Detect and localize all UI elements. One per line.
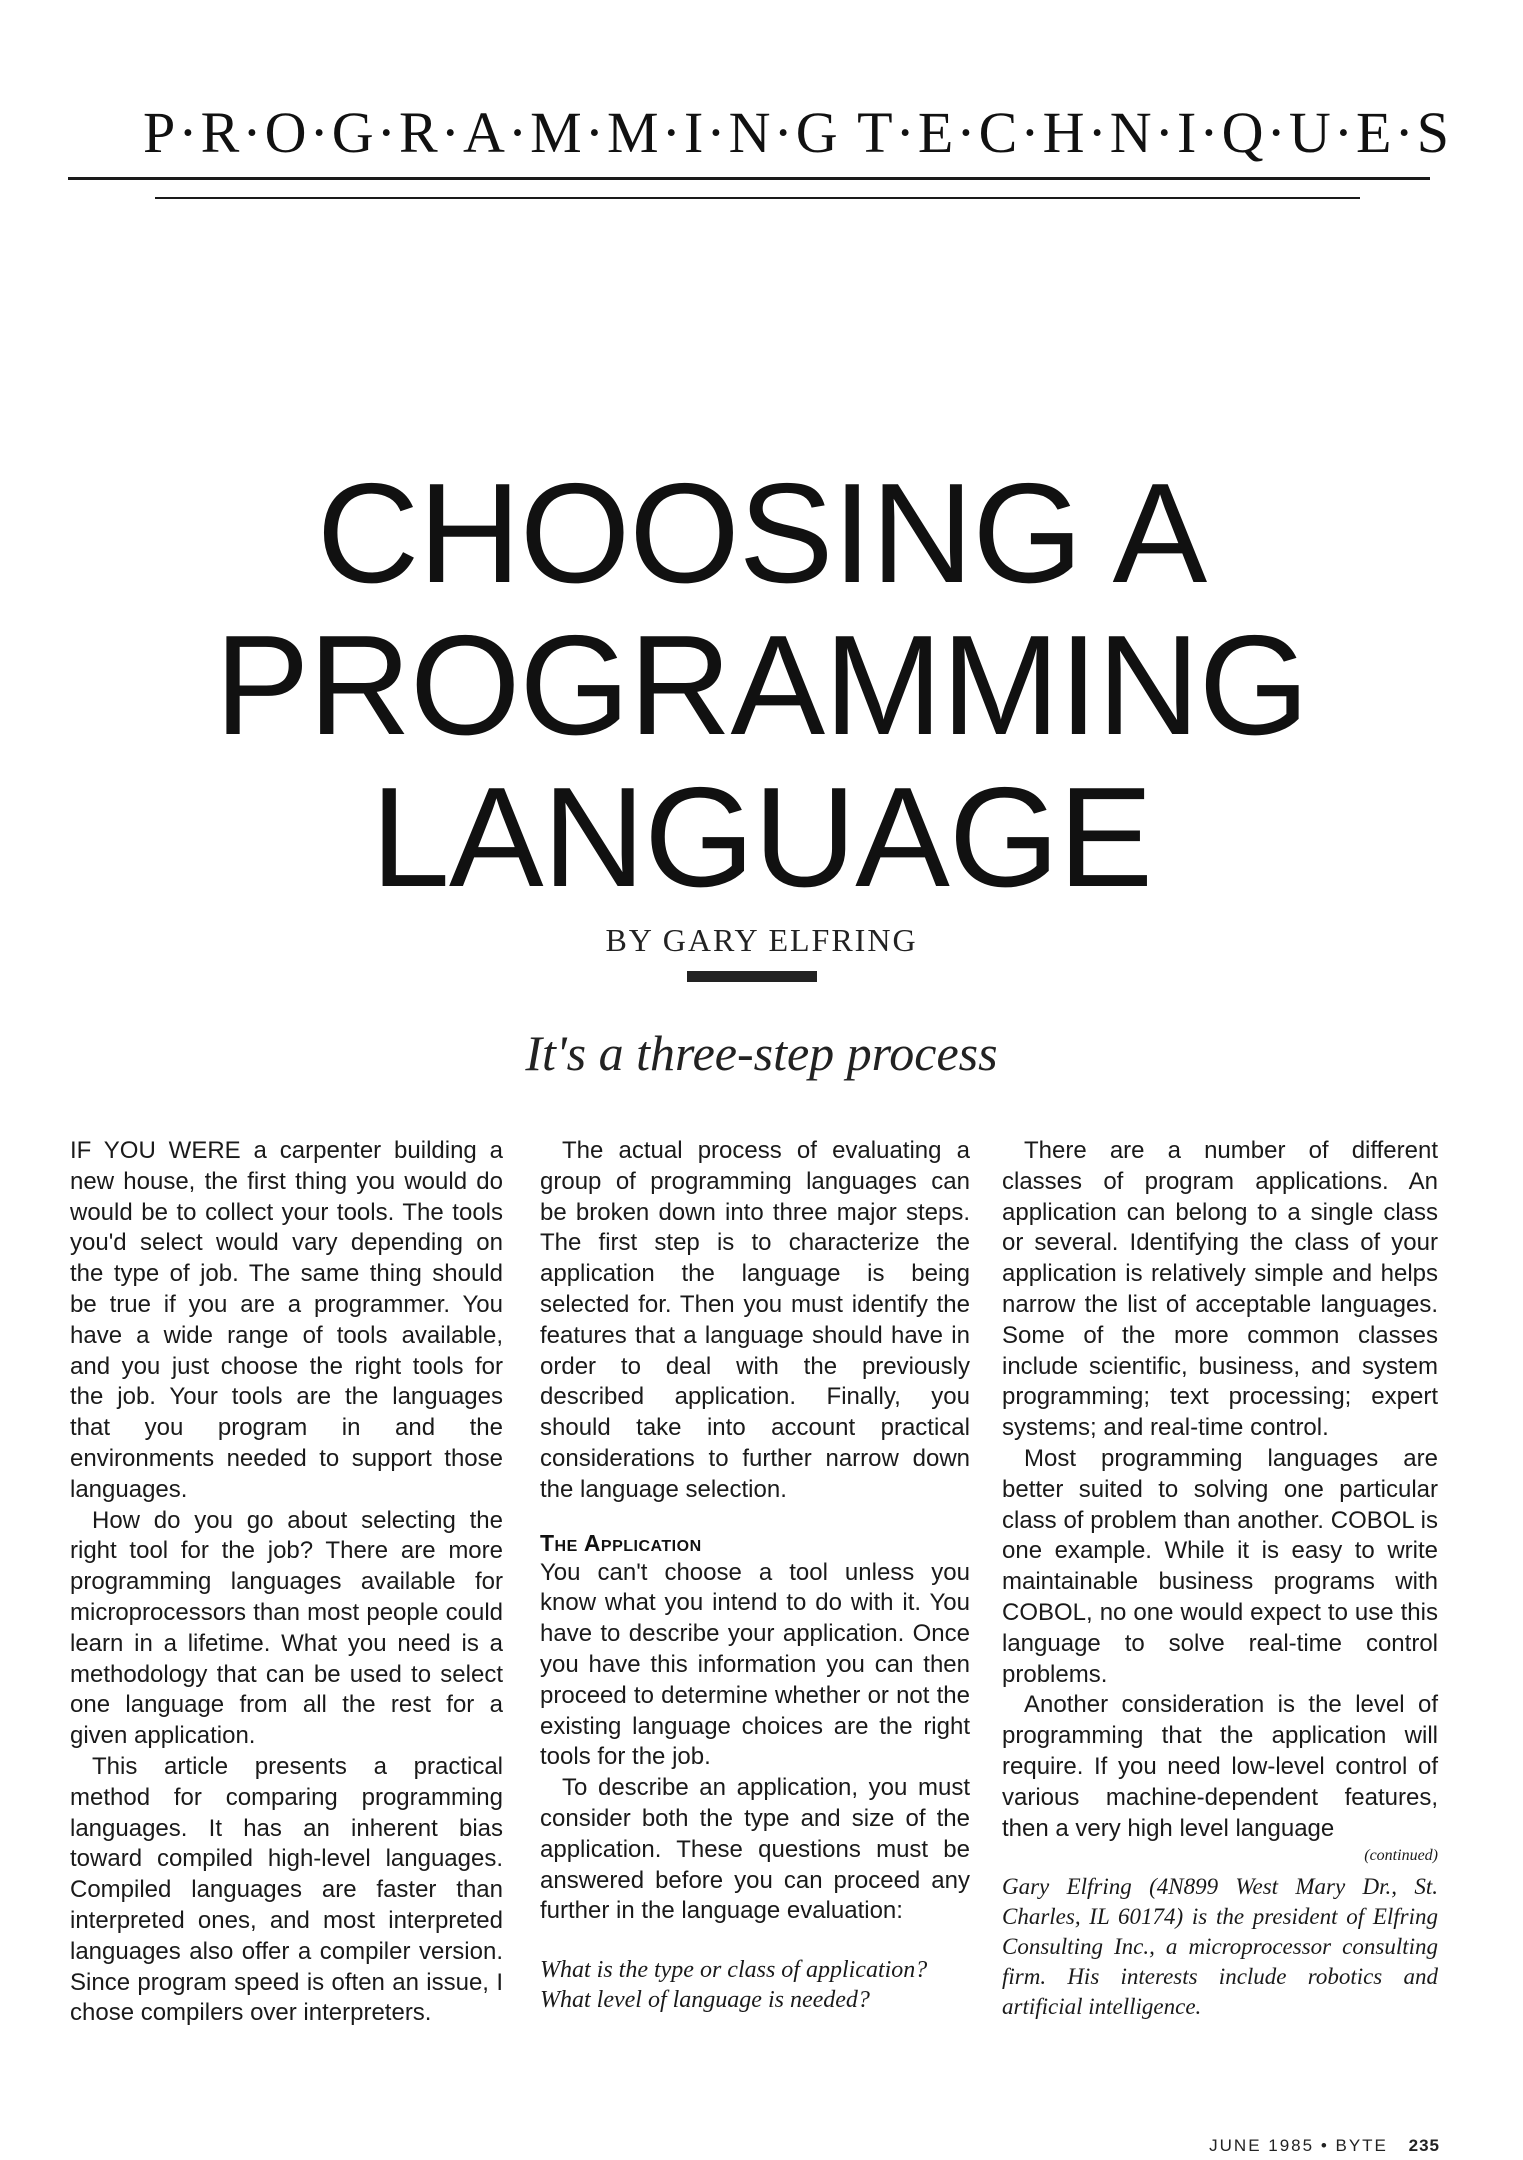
author-bio: Gary Elfring (4N899 West Mary Dr., St. Charles, IL 60174) is the president of Elfring Consulting Inc., a microprocessor consulting firm. His interests include robotics and artificial intelligence. [1002, 1874, 1438, 2020]
header-rule-thick [68, 177, 1430, 180]
paragraph: This article presents a practical method for comparing programming languages. It has an inherent bias toward compiled high-level languages. Compiled languages are faster than interpreted ones, and most interpreted languages also offer a compiler version. Since program speed is often an issue, I chose compilers over interpreters. [70, 1752, 503, 2027]
section-header: P·R·O·G·R·A·M·M·I·N·G T·E·C·H·N·I·Q·U·E·S [143, 100, 1453, 165]
paragraph: To describe an application, you must consider both the type and size of the application. These questions must be answered before you can proceed any further in the language evaluation: [540, 1774, 970, 1925]
issue-label: JUNE 1985 • BYTE [1209, 2136, 1388, 2155]
title-line: PROGRAMMING [214, 606, 1309, 765]
page-footer [1150, 2136, 1440, 2156]
paragraph: Another consideration is the level of programming that the application will require. If you need low-level control of various machine-dependent features, then a very high level language [1002, 1691, 1438, 1842]
question-list [540, 1955, 970, 2015]
article-title [0, 454, 1523, 917]
paragraph: IF YOU WERE a carpenter building a new house, the first thing you would do would be to collect your tools. The tools you'd select would vary depending on the type of job. The same thing should be true if you are a programmer. You have a wide range of tools available, and you just choose the right tools for the job. Your tools are the languages that you program in and the environments needed to support those languages. [70, 1137, 503, 1503]
column-2 [540, 1136, 970, 2015]
paragraph: The actual process of evaluating a group of programming languages can be broken down into three major steps. The first step is to characterize the application the language is being selected for. Then you must identify the features that a language should have in order to deal with the previously described application. Finally, you should take into account practical considerations to further narrow down the language selection. [540, 1137, 970, 1503]
paragraph: How do you go about selecting the right tool for the job? There are more programming languages available for microprocessors than most people could learn in a lifetime. What you need is a methodology that can be used to select one language from all the rest for a given application. [70, 1506, 503, 1750]
title-line: CHOOSING A [316, 454, 1207, 613]
title-line: LANGUAGE [370, 758, 1153, 917]
question-item: What is the type or class of application? [540, 1957, 928, 1984]
paragraph: Most programming languages are better suited to solving one particular class of problem than another. COBOL is one example. While it is easy to write maintainable business programs with COBOL, no one would expect to use this language to solve real-time control problems. [1002, 1444, 1438, 1688]
byline-divider [687, 971, 817, 982]
byline: BY GARY ELFRING [605, 922, 918, 958]
question-item: What level of language is needed? [540, 1987, 870, 2014]
header-rule-thin [155, 197, 1360, 199]
section-heading: The Application [540, 1529, 702, 1556]
paragraph: There are a number of different classes of program applications. An application can belong to a single class or several. Identifying the class of your application is relatively simple and helps narrow the list of acceptable languages. Some of the more common classes include scientific, business, and system programming; text processing; expert systems; and real-time control. [1002, 1137, 1438, 1442]
subtitle: It's a three-step process [525, 1025, 998, 1081]
column-3 [1002, 1136, 1438, 2022]
column-1 [70, 1136, 503, 2029]
paragraph: You can't choose a tool unless you know what you intend to do with it. You have to describe your application. Once you have this information you can then proceed to determine whether or not the existing language choices are the right tools for the job. [540, 1558, 970, 1771]
page-number: 235 [1408, 2136, 1440, 2155]
continued-label: (continued) [1364, 1847, 1438, 1865]
